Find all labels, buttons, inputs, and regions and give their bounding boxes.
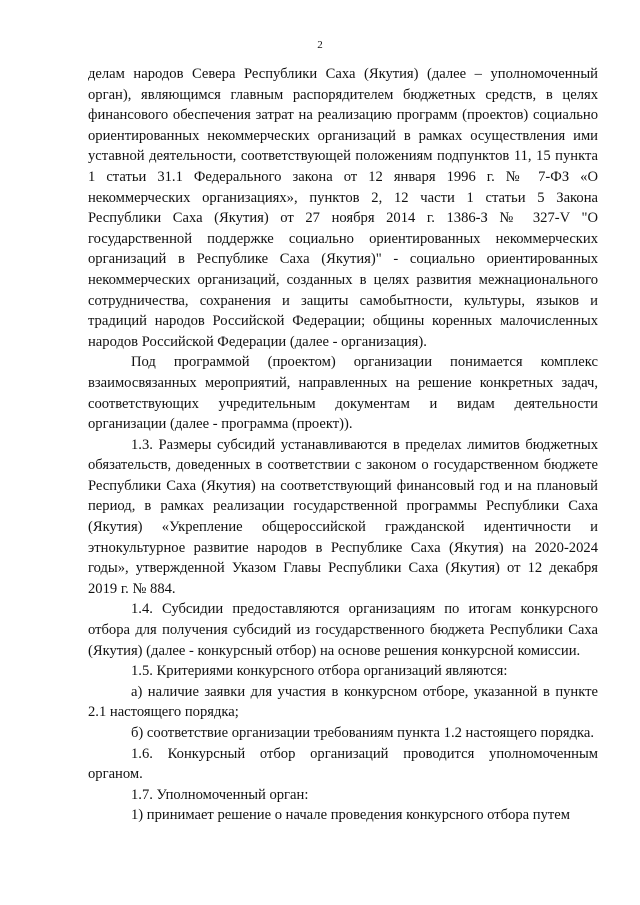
- paragraph-5: 1.5. Критериями конкурсного отбора организаций являются:: [131, 663, 508, 680]
- paragraph-8: 1.6. Конкурсный отбор организаций проводится уполномоченным органом.: [88, 745, 598, 783]
- page-number: 2: [317, 39, 323, 51]
- paragraph-1: делам народов Севера Республики Саха (Якутия) (далее – уполномоченный орган), являющимся главным распорядителем бюджетных средств, в целях финансового обеспечения затрат на реализацию программ (проектов) социально ориентированных некоммерческих организаций в рамках осуществления ими уставной деятельности, соответствующей положениям подпунктов 11, 15 пункта 1 статьи 31.1 Федерального закона от 12 января 1996 г. № 7-ФЗ «О некоммерческих организациях», пунктов 2, 12 части 1 статьи 5 Закона Республики Саха (Якутия) от 27 ноября 2014 г. 1386-З № 327-V "О государственной поддержке социально ориентированных некоммерческих организаций в Республике Саха (Якутия)" - социально ориентированных некоммерческих организаций, созданных в целях развития межнационального сотрудничества, сохранения и защиты самобытности, культуры, языков и традиций народов Российской Федерации; общины коренных малочисленных народов Российской Федерации (далее - организация).: [88, 66, 598, 350]
- paragraph-6: а) наличие заявки для участия в конкурсном отборе, указанной в пункте 2.1 настоящего порядка;: [88, 683, 598, 721]
- paragraph-4: 1.4. Субсидии предоставляются организациям по итогам конкурсного отбора для получения субсидий из государственного бюджета Республики Саха (Якутия) (далее - конкурсный отбор) на основе решения конкурсной комиссии.: [88, 601, 598, 659]
- paragraph-10: 1) принимает решение о начале проведения конкурсного отбора путем: [131, 807, 570, 824]
- paragraph-2: Под программой (проектом) организации понимается комплекс взаимосвязанных мероприятий, направленных на решение конкретных задач, соответствующих учредительным документам и видам деятельности организации (далее - программа (проект)).: [88, 354, 598, 433]
- paragraph-9: 1.7. Уполномоченный орган:: [131, 786, 309, 803]
- document-body: [88, 64, 598, 826]
- paragraph-3: 1.3. Размеры субсидий устанавливаются в пределах лимитов бюджетных обязательств, доведенных в соответствии с законом о государственном бюджете Республики Саха (Якутия) на соответствующий финансовый год и на плановый период, в рамках реализации государственной программы Республики Саха (Якутия) «Укрепление общероссийской гражданской идентичности и этнокультурное развитие народов в Республике Саха (Якутия) на 2020-2024 годы», утвержденной Указом Главы Республики Саха (Якутия) от 12 декабря 2019 г. № 884.: [88, 436, 598, 597]
- paragraph-7: б) соответствие организации требованиям пункта 1.2 настоящего порядка.: [131, 725, 595, 741]
